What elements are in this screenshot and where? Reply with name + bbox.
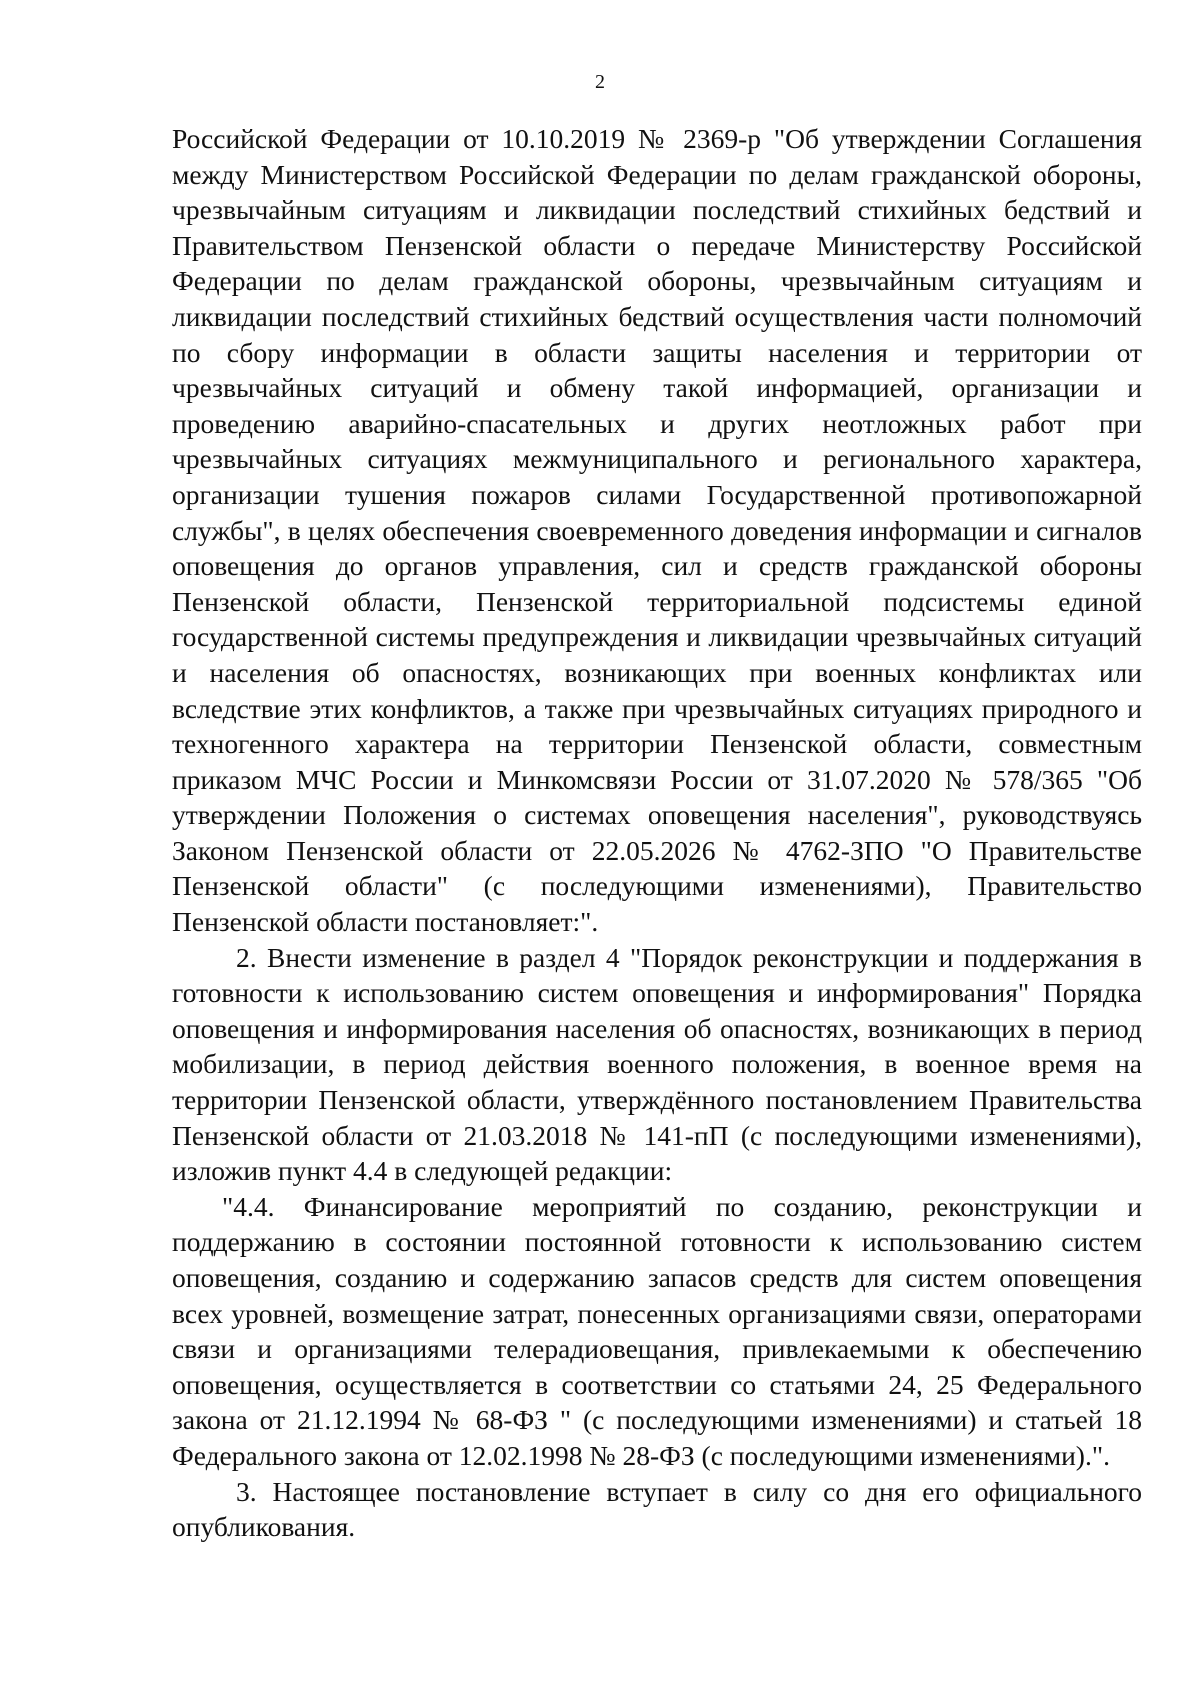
- paragraph-item-4-4: "4.4. Финансирование мероприятий по созданию, реконструкции и поддержанию в состоянии постоянной готовности к использованию систем оповещения, созданию и содержанию запасов средств для систем оповещения всех уровней, возмещение затрат, понесенных организациями связи, операторами связи и организациями телерадиовещания, привлекаемыми к обеспечению оповещения, осуществляется в соответствии со статьями 24, 25 Федерального закона от 21.12.1994 № 68-ФЗ " (с последующими изменениями) и статьей 18 Федерального закона от 12.02.1998 № 28-ФЗ (с последующими изменениями).".: [172, 1190, 1142, 1471]
- paragraph-item-3: 3. Настоящее постановление вступает в силу со дня его официального опубликования.: [172, 1475, 1142, 1543]
- paragraph-continuation: Российской Федерации от 10.10.2019 № 2369-р "Об утверждении Соглашения между Министерством Российской Федерации по делам гражданской обороны, чрезвычайным ситуациям и ликвидации последствий стихийных бедствий и Правительством Пензенской области о передаче Министерству Российской Федерации по делам гражданской обороны, чрезвычайным ситуациям и ликвидации последствий стихийных бедствий осуществления части полномочий по сбору информации в области защиты населения и территории от чрезвычайных ситуаций и обмену такой информацией, организации и проведению аварийно-спасательных и других неотложных работ при чрезвычайных ситуациях межмуниципального и регионального характера, организации тушения пожаров силами Государственной противопожарной службы", в целях обеспечения своевременного доведения информации и сигналов оповещения до органов управления, сил и средств гражданской обороны Пензенской области, Пензенской территориальной подсистемы единой государственной системы предупреждения и ликвидации чрезвычайных ситуаций и населения об опасностях, возникающих при военных конфликтах или вследствие этих конфликтов, а также при чрезвычайных ситуациях природного и техногенного характера на территории Пензенской области, совместным приказом МЧС России и Минкомсвязи России от 31.07.2020 № 578/365 "Об утверждении Положения о системах оповещения населения", руководствуясь Законом Пензенской области от 22.05.2026 № 4762-ЗПО "О Правительстве Пензенской области" (с последующими изменениями), Правительство Пензенской области постановляет:".: [172, 123, 1142, 938]
- document-body: [172, 121, 1142, 1545]
- page-number: 2: [595, 71, 605, 93]
- paragraph-item-2: 2. Внести изменение в раздел 4 "Порядок реконструкции и поддержания в готовности к использованию систем оповещения и информирования" Порядка оповещения и информирования населения об опасностях, возникающих в период мобилизации, в период действия военного положения, в военное время на территории Пензенской области, утверждённого постановлением Правительства Пензенской области от 21.03.2018 № 141-пП (с последующими изменениями), изложив пункт 4.4 в следующей редакции:: [172, 941, 1142, 1187]
